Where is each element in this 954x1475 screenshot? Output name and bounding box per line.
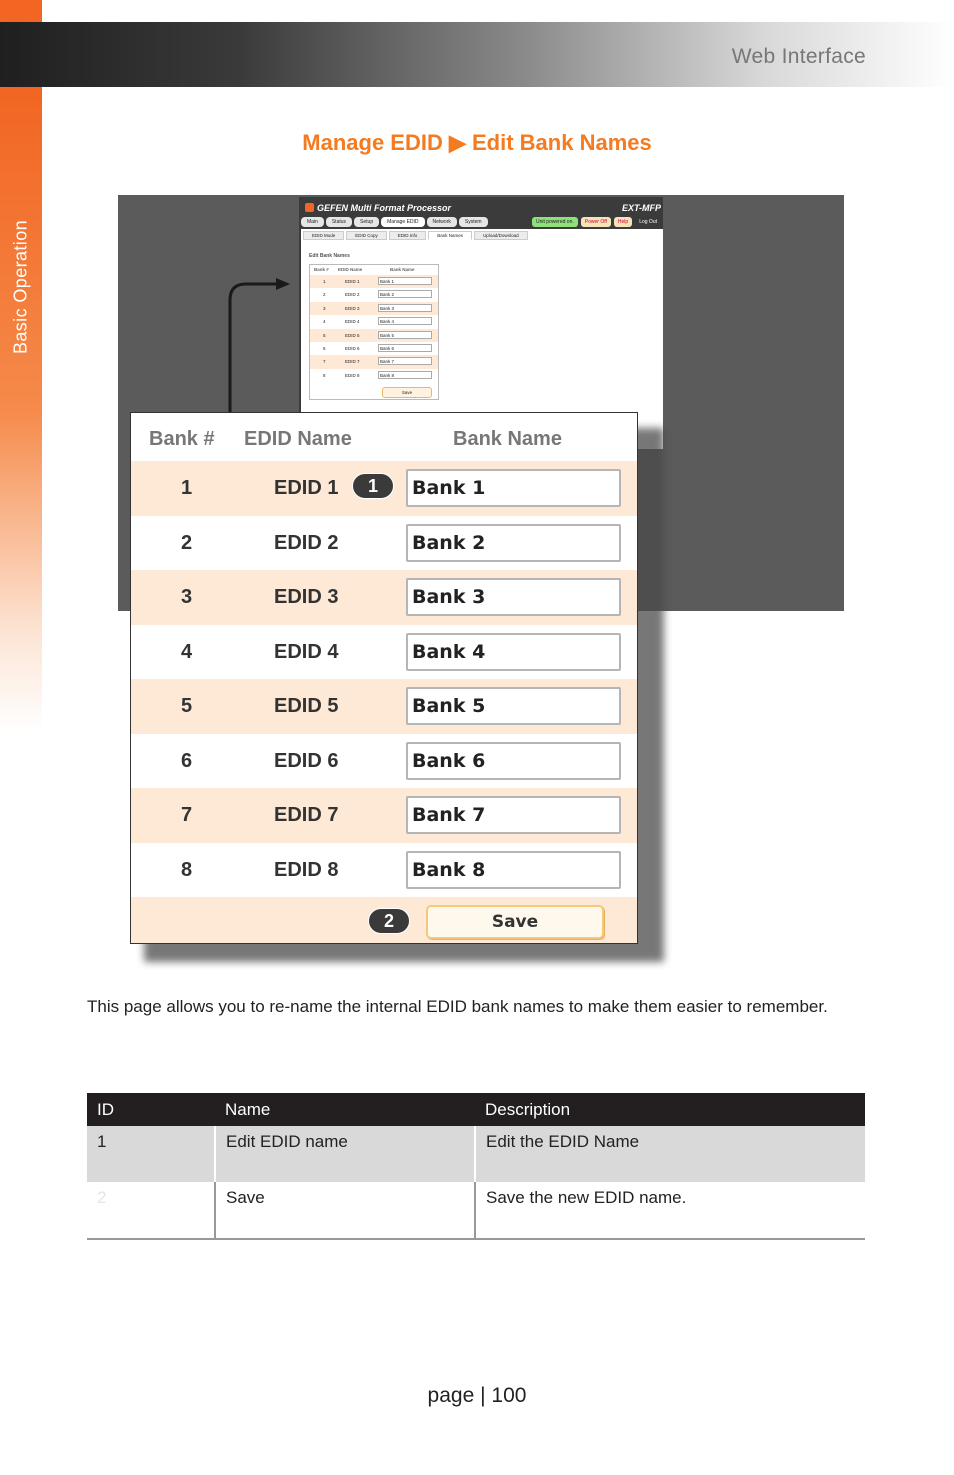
bank-name-input[interactable]: Bank 2 <box>406 524 621 562</box>
panel-heading: Edit Bank Names <box>309 253 350 259</box>
callout-1-badge: 1 <box>352 473 394 499</box>
mini-row-edid: EDID 5 <box>345 332 360 338</box>
mini-row-num: 1 <box>323 279 326 284</box>
subtab-edid-mode[interactable]: EDID Mode <box>303 231 344 240</box>
header-edid-name: EDID Name <box>244 428 352 450</box>
subtab-edid-copy[interactable]: EDID Copy <box>346 231 387 240</box>
bank-name-input[interactable]: Bank 3 <box>406 578 621 616</box>
table-row <box>131 679 637 734</box>
ref-id: 1 <box>87 1126 215 1182</box>
reference-header-row <box>87 1093 865 1126</box>
bank-name-input[interactable]: Bank 4 <box>406 633 621 671</box>
mini-save-button[interactable]: Save <box>382 387 432 398</box>
bank-names-table <box>130 412 638 944</box>
mini-row-edid: EDID 7 <box>345 359 360 365</box>
mini-row-edid: EDID 1 <box>345 279 360 284</box>
bank-name-input[interactable]: Bank 1 <box>406 469 621 507</box>
bank-number: 3 <box>181 586 193 608</box>
mini-row-num: 8 <box>323 372 326 378</box>
ref-name: Save <box>215 1182 475 1239</box>
logout-link[interactable]: Log Out <box>639 219 657 225</box>
ref-name: Edit EDID name <box>215 1126 475 1182</box>
ref-header-description: Description <box>475 1093 865 1126</box>
product-name: Multi Format Processor <box>350 203 452 213</box>
bank-name-input[interactable]: Bank 6 <box>406 742 621 780</box>
mini-row-num: 6 <box>323 345 326 351</box>
table-row <box>131 788 637 843</box>
table-row <box>131 516 637 571</box>
mini-row-num: 7 <box>323 359 326 365</box>
section-title: Manage EDID ▶ Edit Bank Names <box>302 130 652 155</box>
edid-name: EDID 3 <box>274 586 339 608</box>
edid-name: EDID 1 <box>274 477 339 499</box>
bank-number: 7 <box>181 804 193 826</box>
bank-name-input[interactable]: Bank 5 <box>406 687 621 725</box>
header-bank-name: Bank Name <box>453 428 562 450</box>
bank-number: 6 <box>181 749 193 772</box>
mini-bank-name-input[interactable]: Bank 3 <box>378 304 432 312</box>
mini-row-num: 3 <box>323 305 326 311</box>
mini-bank-name-input[interactable]: Bank 4 <box>378 317 432 325</box>
nav-tab-system[interactable]: System <box>459 217 488 227</box>
mini-bank-name-input[interactable]: Bank 8 <box>378 371 432 379</box>
nav-tab-main[interactable]: Main <box>301 217 324 227</box>
table-row <box>131 734 637 789</box>
table-row <box>131 843 637 898</box>
model-name: EXT-MFP <box>621 203 661 213</box>
edid-name: EDID 6 <box>274 749 339 772</box>
ref-header-id: ID <box>87 1093 215 1126</box>
ref-id: 2 <box>87 1182 215 1239</box>
bank-name-input[interactable]: Bank 8 <box>406 851 621 889</box>
power-off-button[interactable]: Power Off <box>581 217 611 227</box>
help-button[interactable]: Help <box>614 217 632 227</box>
mini-bank-name-input[interactable]: Bank 2 <box>378 290 432 298</box>
edid-name: EDID 7 <box>274 804 339 826</box>
bank-number: 8 <box>181 858 193 881</box>
mini-bank-name-input[interactable]: Bank 7 <box>378 357 432 365</box>
bank-number: 5 <box>181 695 193 717</box>
mini-header-name: Bank Name <box>390 267 415 272</box>
mini-header-edid: EDID Name <box>338 267 363 272</box>
ref-header-name: Name <box>215 1093 475 1126</box>
mini-bank-name-input[interactable]: Bank 5 <box>378 331 432 339</box>
bank-number: 2 <box>181 531 193 554</box>
mini-bank-name-input[interactable]: Bank 6 <box>378 344 432 352</box>
subtab-upload-download[interactable]: Upload/Download <box>474 231 528 240</box>
callout-2-badge: 2 <box>368 908 410 934</box>
table-row <box>131 625 637 680</box>
ref-description: Save the new EDID name. <box>475 1182 865 1239</box>
header-title: Web Interface <box>731 45 866 68</box>
edid-name: EDID 8 <box>274 858 339 881</box>
mini-row-num: 5 <box>323 332 326 338</box>
mini-row-edid: EDID 2 <box>345 292 360 298</box>
brand-name: GEFEN <box>317 203 349 213</box>
mini-row-num: 4 <box>323 319 326 325</box>
bank-number: 1 <box>181 477 193 499</box>
mini-row-edid: EDID 4 <box>345 319 360 325</box>
mini-row-edid: EDID 6 <box>345 345 360 351</box>
table-header <box>131 413 637 461</box>
bank-name-input[interactable]: Bank 7 <box>406 796 621 834</box>
nav-tab-manage-edid[interactable]: Manage EDID <box>381 217 424 227</box>
mini-row-num: 2 <box>323 292 326 298</box>
side-tab-label: Basic Operation <box>10 219 31 355</box>
ref-description: Edit the EDID Name <box>475 1126 865 1182</box>
subtab-bank-names[interactable]: Bank Names <box>428 231 472 240</box>
mini-row-edid: EDID 8 <box>345 372 360 378</box>
nav-tab-network[interactable]: Network <box>427 217 457 227</box>
reference-table <box>87 1093 865 1240</box>
edid-name: EDID 4 <box>274 640 339 663</box>
unit-status: Unit powered on. <box>532 217 578 227</box>
nav-tab-status[interactable]: Status <box>326 217 352 227</box>
nav-tab-setup[interactable]: Setup <box>354 217 379 227</box>
bank-number: 4 <box>181 640 193 663</box>
table-row <box>131 570 637 625</box>
header-bank-number: Bank # <box>149 428 215 450</box>
subtab-edid-info[interactable]: EDID Info <box>389 231 427 240</box>
page-number: page | 100 <box>427 1384 527 1407</box>
edid-name: EDID 2 <box>274 531 339 554</box>
mini-bank-name-input[interactable]: Bank 1 <box>378 277 432 285</box>
description-text: This page allows you to re-name the internal EDID bank names to make them easier to remember. <box>87 997 828 1016</box>
reference-row <box>87 1126 865 1182</box>
mini-header-bank: Bank # <box>314 267 329 272</box>
edid-name: EDID 5 <box>274 695 339 717</box>
mini-row-edid: EDID 3 <box>345 305 360 311</box>
reference-row <box>87 1182 865 1239</box>
save-button[interactable]: Save <box>426 905 604 939</box>
